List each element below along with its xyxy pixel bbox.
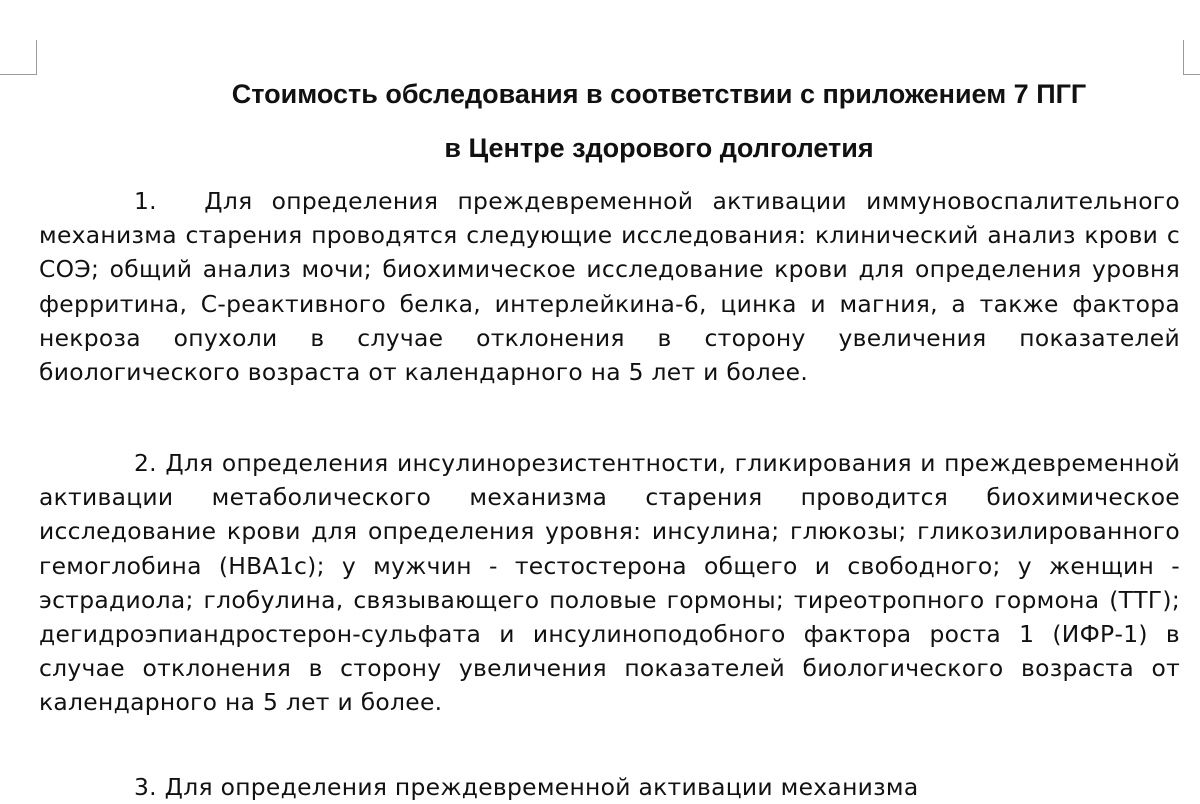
paragraph-2: 2. Для определения инсулинорезистентности, гликирования и преждевременной активации метаболического механизма старения проводится биохимическое исследование крови для определения уровня: инсулина; глюкозы; гликозилированного гемоглобина (HBA1c); у мужчин - тестостерона общего и свободного; у женщин - эстрадиола; глобулина, связывающего половые гормоны; тиреотропного гормона (ТТГ); дегидроэпиандростерон-сульфата и инсулиноподобного фактора роста 1 (ИФР-1) в случае отклонения в сторону увеличения показателей биологического возраста от календарного на 5 лет и более. xyxy=(39,449,1180,717)
document-title-line-1: Стоимость обследования в соответствии с приложением 7 ПГГ xyxy=(231,79,1087,109)
paragraph-1: 1. Для определения преждевременной активации иммуновоспалительного механизма старения проводятся следующие исследования: клинический анализ крови с СОЭ; общий анализ мочи; биохимическое исследование крови для определения уровня ферритина, С-реактивного белка, интерлейкина-6, цинка и магния, а также фактора некроза опухоли в случае отклонения в сторону увеличения показателей биологического возраста от календарного на 5 лет и более. xyxy=(39,187,1180,387)
paragraph-3: 3. Для определения преждевременной активации механизма xyxy=(134,773,919,801)
document-title-line-2: в Центре здорового долголетия xyxy=(444,133,874,163)
page-corner-mark-left xyxy=(0,40,37,75)
page-corner-mark-right xyxy=(1183,40,1200,75)
